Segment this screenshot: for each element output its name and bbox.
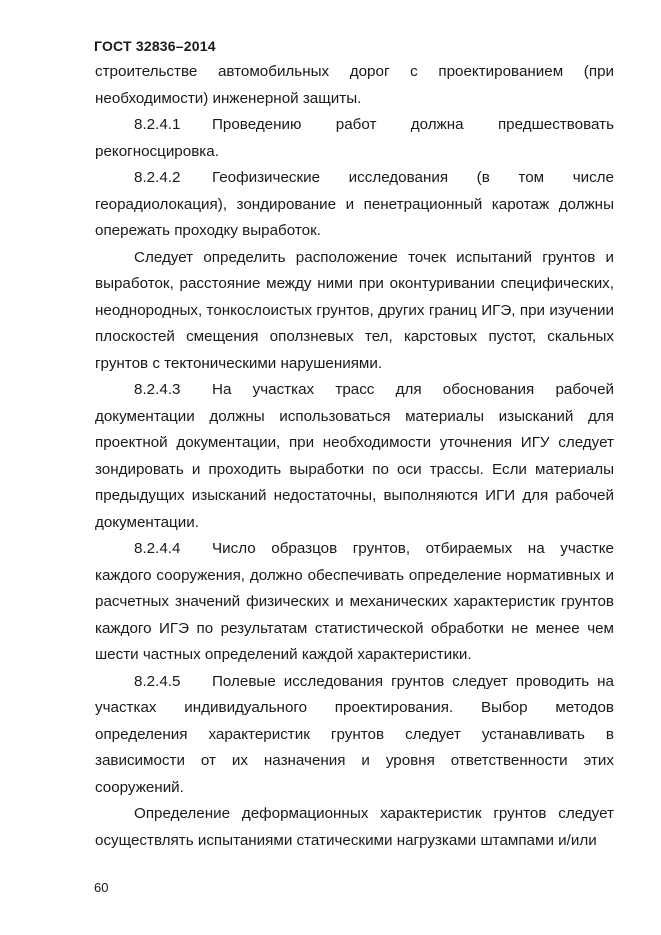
paragraph-8-2-4-5: [95, 669, 614, 802]
paragraph-continuation: [95, 59, 614, 112]
page-number: 60: [94, 880, 109, 895]
paragraph-8-2-4-4: [95, 536, 614, 669]
clause-number: 8.2.4.1: [134, 116, 181, 133]
paragraph-text: Число образцов грунтов, отбираемых на участке каждого сооружения, должно обеспечивать определение нормативных и расчетных значений физических и механических характеристик грунтов каждого ИГЭ по результатам статистической обработки не менее чем шести частных определений каждой характеристики.: [95, 540, 614, 663]
paragraph-8-2-4-1: [95, 112, 614, 165]
paragraph-8-2-4-3: [95, 377, 614, 536]
paragraph-text: Проведению работ должна предшествовать рекогносцировка.: [95, 116, 614, 160]
paragraph-text: Геофизические исследования (в том числе георадиолокация), зондирование и пенетрационный каротаж должны опережать проходку выработок.: [95, 169, 614, 239]
paragraph-text: Определение деформационных характеристик грунтов следует осуществлять испытаниями статическими нагрузками штампами и/или: [95, 805, 614, 849]
paragraph-8-2-4-2: [95, 165, 614, 245]
standard-header: ГОСТ 32836–2014: [94, 38, 216, 54]
paragraph-deformation: [95, 801, 614, 854]
clause-number: 8.2.4.5: [134, 672, 181, 690]
paragraph-text: Следует определить расположение точек испытаний грунтов и выработок, расстояние между ними при оконтуривании специфических, неоднородных, тонкослоистых грунтов, других границ ИГЭ, при изучении плоскостей смещения оползневых тел, карстовых пустот, скальных грунтов с тектоническими нарушениями.: [95, 248, 614, 372]
paragraph-text: На участках трасс для обоснования рабочей документации должны использоваться материалы изысканий для проектной документации, при необходимости уточнения ИГУ следует зондировать и проходить выработки по оси трассы. Если материалы предыдущих изысканий недостаточны, выполняются ИГИ для рабочей документации.: [95, 381, 614, 531]
clause-number: 8.2.4.3: [134, 381, 181, 398]
clause-number: 8.2.4.2: [134, 169, 181, 186]
paragraph-text: строительстве автомобильных дорог с проектированием (при необходимости) инженерной защиты.: [95, 63, 614, 107]
paragraph-test-points: [95, 245, 614, 378]
paragraph-text: Полевые исследования грунтов следует проводить на участках индивидуального проектирования. Выбор методов определения характеристик грунтов следует устанавливать в зависимости от их назначения и уровня ответственности этих сооружений.: [95, 672, 614, 796]
body-text: [95, 59, 614, 854]
clause-number: 8.2.4.4: [134, 540, 181, 557]
